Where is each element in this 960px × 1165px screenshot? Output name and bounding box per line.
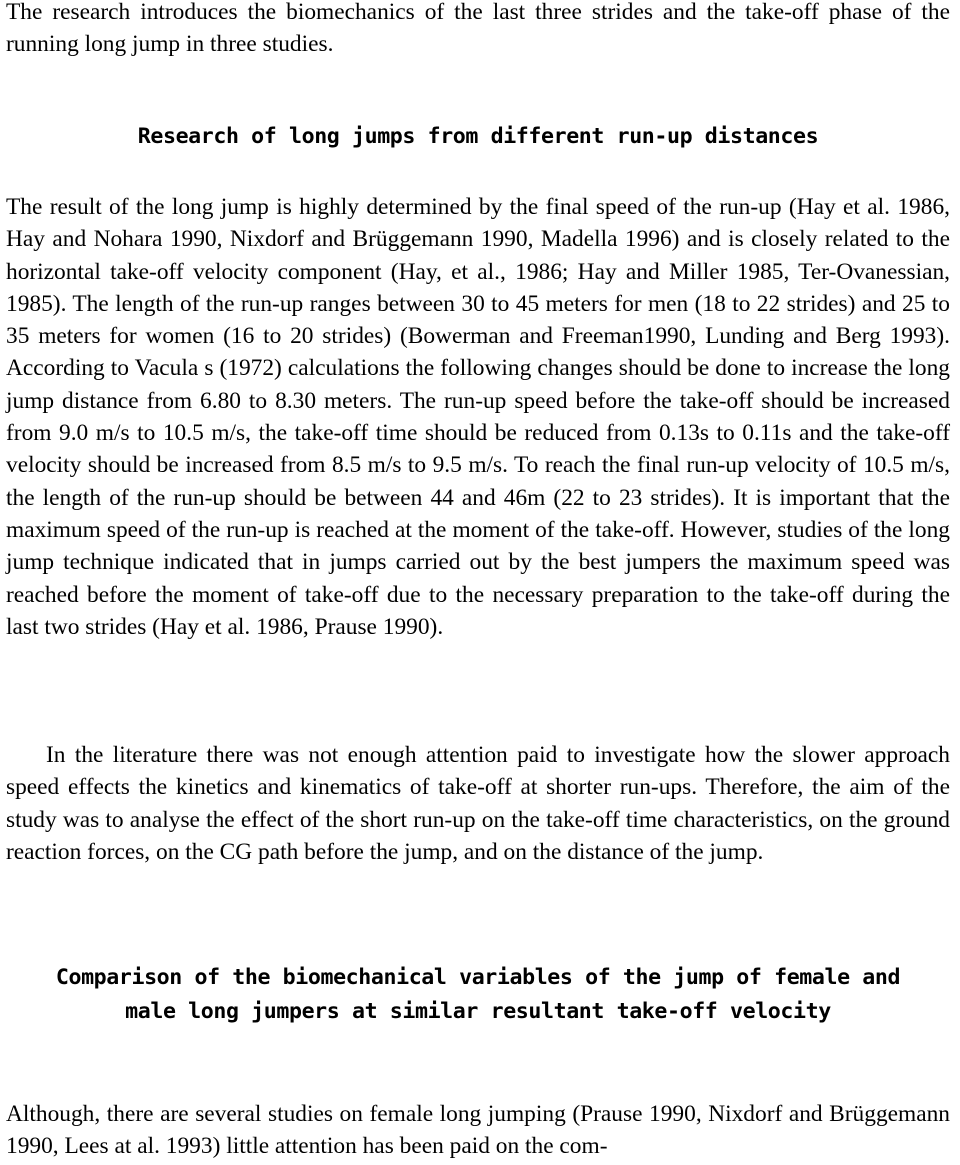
section-heading-run-up-distances: Research of long jumps from different run-up distances — [137, 124, 819, 149]
body-paragraph-female-long-jumping: Although, there are several studies on female long jumping (Prause 1990, Nixdorf and Brüggemann 1990, Lees at al. 1993) little attention has been paid on the com- — [6, 1101, 950, 1160]
section-heading-female-male-comparison: Comparison of the biomechanical variables of the jump of female and male long jumpers at similar resultant take-off velocity — [55, 965, 901, 1024]
intro-paragraph: The research introduces the biomechanics of the last three strides and the take-off phase of the running long jump in three studies. — [6, 0, 950, 58]
body-paragraph-study-aim: In the literature there was not enough attention paid to investigate how the slower approach speed effects the kinetics and kinematics of take-off at shorter run-ups. Therefore, the aim of the study was to analyse the effect of the short run-up on the take-off time characteristics, on the ground reaction forces, on the CG path before the jump, and on the distance of the jump. — [6, 742, 950, 865]
body-paragraph-run-up-speed: The result of the long jump is highly determined by the final speed of the run-up (Hay et al. 1986, Hay and Nohara 1990, Nixdorf and Brüggemann 1990, Madella 1996) and is closely related to the horizontal take-off velocity component (Hay, et al., 1986; Hay and Miller 1985, Ter-Ovanessian, 1985). The length of the run-up ranges between 30 to 45 meters for men (18 to 22 strides) and 25 to 35 meters for women (16 to 20 strides) (Bowerman and Freeman1990, Lunding and Berg 1993). According to Vacula s (1972) calculations the following changes should be done to increase the long jump distance from 6.80 to 8.30 meters. The run-up speed before the take-off should be increased from 9.0 m/s to 10.5 m/s, the take-off time should be reduced from 0.13s to 0.11s and the take-off velocity should be increased from 8.5 m/s to 9.5 m/s. To reach the final run-up velocity of 10.5 m/s, the length of the run-up should be between 44 and 46m (22 to 23 strides). It is important that the maximum speed of the run-up is reached at the moment of the take-off. However, studies of the long jump technique indicated that in jumps carried out by the best jumpers the maximum speed was reached before the moment of take-off due to the necessary preparation to the take-off during the last two strides (Hay et al. 1986, Prause 1990). — [6, 194, 950, 640]
